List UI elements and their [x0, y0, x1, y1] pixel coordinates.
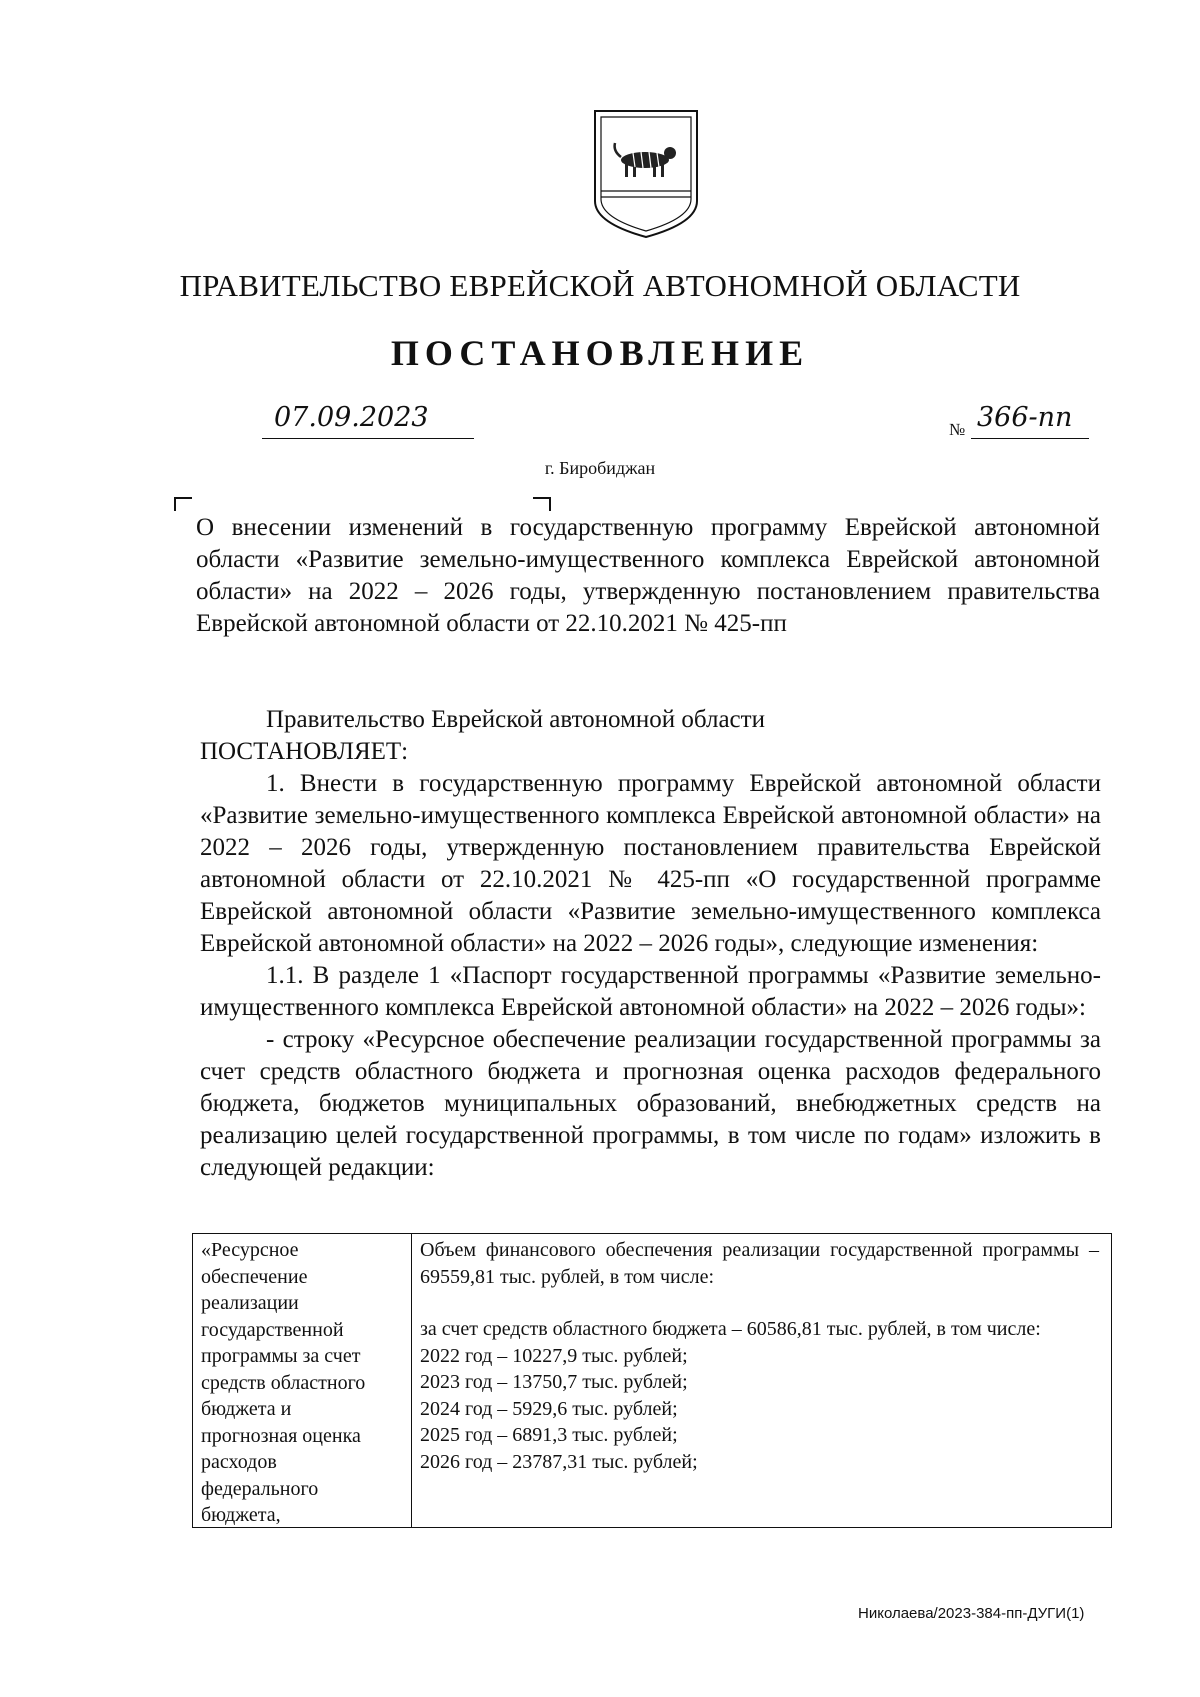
header-line: расходов [201, 1451, 277, 1473]
number-label: № [949, 420, 966, 439]
year-line: 2024 год – 5929,6 тыс. рублей; [420, 1397, 678, 1420]
handwritten-number: 366-пп [971, 398, 1089, 439]
item-dash: - строку «Ресурсное обеспечение реализации государственной программы за счет средств областного бюджета и прогнозная оценка расходов федерального бюджета, бюджетов муниципальных образований, внебюджетных средств на реализацию целей государственной программы, в том числе по годам» изложить в следующей редакции: [200, 1026, 1101, 1181]
document-code: Николаева/2023-384-пп-ДУГИ(1) [858, 1605, 1085, 1622]
resolves-heading: ПОСТАНОВЛЯЕТ: [200, 738, 409, 765]
header-line: государственной [201, 1318, 344, 1341]
resource-table [192, 1233, 1112, 1528]
header-line: прогнозная оценка [201, 1424, 361, 1447]
spacer [420, 1290, 1099, 1316]
document-type: ПОСТАНОВЛЕНИЕ [390, 333, 810, 373]
table-row-content [412, 1234, 1111, 1527]
year-line: 2023 год – 13750,7 тыс. рублей; [420, 1371, 688, 1393]
header-line: бюджета и [201, 1398, 292, 1420]
government-name: ПРАВИТЕЛЬСТВО ЕВРЕЙСКОЙ АВТОНОМНОЙ ОБЛАСТИ [179, 268, 1021, 303]
document-title: О внесении изменений в государственную программу Еврейской автономной области «Развитие земельно-имущественного комплекса Еврейской автономной области» на 2022 – 2026 годы, утвержденную постановлением правительства Еврейской автономной области от 22.10.2021 № 425-пп [196, 514, 1100, 637]
document-body [200, 704, 1101, 1184]
coat-of-arms-emblem [587, 105, 705, 243]
header-line: программы за счет [201, 1345, 361, 1367]
title-bracket-left [174, 497, 192, 511]
header-line: средств областного [201, 1371, 366, 1394]
year-line: 2022 год – 10227,9 тыс. рублей; [420, 1344, 688, 1367]
header-line: обеспечение [201, 1265, 308, 1288]
header-line: «Ресурсное [201, 1239, 299, 1261]
header-line: бюджета, [201, 1504, 281, 1526]
item-1-1: 1.1. В разделе 1 «Паспорт государственной программы «Развитие земельно-имущественного комплекса Еврейской автономной области» на 2022 – 2026 годы»: [200, 962, 1101, 1021]
year-line: 2026 год – 23787,31 тыс. рублей; [420, 1450, 698, 1473]
title-bracket-right [533, 497, 551, 511]
year-line: 2025 год – 6891,3 тыс. рублей; [420, 1424, 678, 1446]
header-line: федерального [201, 1477, 319, 1500]
regional-funding: за счет средств областного бюджета – 60586,81 тыс. рублей, в том числе: [420, 1318, 1041, 1340]
handwritten-date: 07.09.2023 [262, 398, 474, 439]
preamble: Правительство Еврейской автономной области [266, 706, 765, 733]
item-1: 1. Внести в государственную программу Еврейской автономной области «Развитие земельно-имущественного комплекса Еврейской автономной области» на 2022 – 2026 годы, утвержденную постановлением правительства Еврейской автономной области от 22.10.2021 № 425-пп «О государственной программе Еврейской автономной области «Развитие земельно-имущественного комплекса Еврейской автономной области» на 2022 – 2026 годы», следующие изменения: [200, 770, 1101, 957]
header-line: реализации [201, 1292, 299, 1314]
table-row-header [193, 1234, 412, 1527]
total-funding: Объем финансового обеспечения реализации государственной программы – 69559,81 тыс. рублей, в том числе: [420, 1239, 1099, 1288]
city: г. Биробиджан [544, 458, 656, 478]
